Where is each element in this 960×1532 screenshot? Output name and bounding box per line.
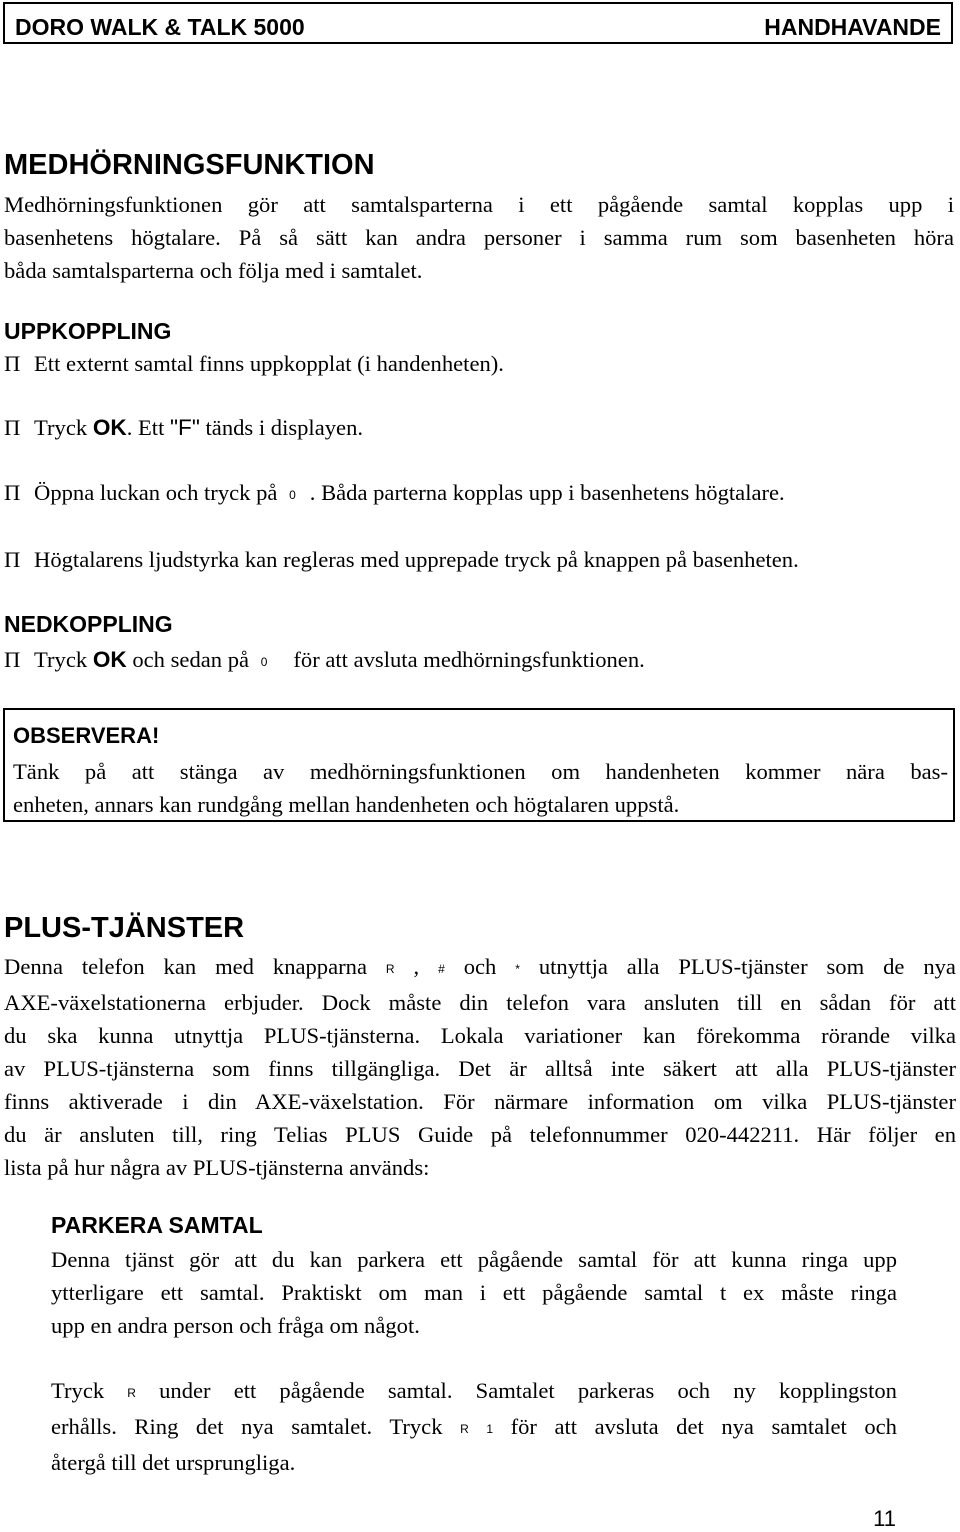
ok-key-label: OK — [92, 647, 127, 672]
key-0-icon: 0 — [260, 655, 268, 669]
parkera-p2-line-3: återgå till det ursprungliga. — [51, 1450, 296, 1475]
intro-line-3: båda samtalsparterna och följa med i samtalet. — [4, 258, 423, 283]
step-text-b: och sedan på — [126, 647, 255, 672]
bullet-icon: Π — [4, 480, 21, 505]
parkera-p2-text-a: Tryck — [51, 1378, 105, 1403]
step-text-c: för att avsluta medhörningsfunktionen. — [293, 647, 645, 672]
step-text-b: . Ett — [126, 415, 171, 440]
key-star-icon: * — [515, 962, 520, 976]
observera-line-1: Tänk på att stänga av medhörningsfunktionen om handenheten kommer nära bas- — [13, 759, 948, 784]
plus-line-4: av PLUS-tjänsterna som finns tillgängliga. Det är alltså inte säkert att alla PLUS-tjänster — [4, 1056, 956, 1081]
page-number: 11 — [873, 1506, 896, 1531]
plus-line-6: du är ansluten till, ring Telias PLUS Guide på telefonnummer 020-442211. Här följer en — [4, 1122, 956, 1147]
parkera-p2-text-d: för att avsluta det nya samtalet och — [510, 1414, 897, 1439]
observera-title: OBSERVERA! — [13, 723, 160, 748]
plus-line-7: lista på hur några av PLUS-tjänsterna används: — [4, 1155, 430, 1180]
plus-line-5: finns aktiverade i din AXE-växelstation. För närmare information om vilka PLUS-tjänster — [4, 1089, 956, 1114]
parkera-title: PARKERA SAMTAL — [51, 1212, 263, 1238]
medhorning-intro — [4, 188, 954, 287]
medhorning-title: MEDHÖRNINGSFUNKTION — [4, 149, 375, 181]
key-r-icon: R — [385, 962, 395, 976]
intro-line-2: basenhetens högtalare. På så sätt kan andra personer i samma rum som basenheten höra — [4, 225, 954, 250]
key-r-icon: R — [460, 1422, 469, 1436]
key-1-icon: 1 — [486, 1422, 493, 1436]
ok-key-label: OK — [92, 415, 127, 440]
key-r-icon: R — [127, 1386, 136, 1400]
bullet-icon: Π — [4, 415, 21, 440]
parkera-p2-text-c: erhålls. Ring det nya samtalet. Tryck — [51, 1414, 443, 1439]
step-text: Ett externt samtal finns uppkopplat (i handenheten). — [34, 351, 504, 376]
header-product-name: DORO WALK & TALK 5000 — [15, 14, 305, 40]
header-section-name: HANDHAVANDE — [764, 14, 941, 40]
step-text: Högtalarens ljudstyrka kan regleras med upprepade tryck på knappen på basenheten. — [34, 547, 799, 572]
parkera-line-3: upp en andra person och fråga om något. — [51, 1313, 420, 1338]
och-text: och — [463, 954, 497, 979]
bullet-icon: Π — [4, 547, 21, 572]
parkera-line-2: ytterligare ett samtal. Praktiskt om man i ett pågående samtal t ex måste ringa — [51, 1280, 897, 1305]
step-text-a: Öppna luckan och tryck på — [34, 480, 284, 505]
step-text-b: . Båda parterna kopplas upp i basenhetens högtalare. — [309, 480, 785, 505]
plus-title: PLUS-TJÄNSTER — [4, 912, 245, 944]
page-header — [3, 2, 953, 44]
key-0-icon: 0 — [289, 488, 296, 502]
nedkoppling-step — [4, 643, 645, 679]
uppkoppling-step-4 — [4, 543, 799, 576]
plus-line-3: du ska kunna utnyttja PLUS-tjänsterna. Lokala variationer kan förekomma rörande vilka — [4, 1023, 956, 1048]
parkera-line-1: Denna tjänst gör att du kan parkera ett pågående samtal för att kunna ringa upp — [51, 1247, 897, 1272]
plus-line-1-text-b: utnyttja alla PLUS-tjänster som de nya — [538, 954, 956, 979]
step-text-c: tänds i displayen. — [199, 415, 364, 440]
uppkoppling-step-1 — [4, 347, 504, 380]
comma: , — [413, 954, 420, 979]
step-text-a: Tryck — [34, 647, 93, 672]
intro-line-1: Medhörningsfunktionen gör att samtalsparterna i ett pågående samtal kopplas upp i — [4, 192, 954, 217]
step-text-a: Tryck — [34, 415, 93, 440]
bullet-icon: Π — [4, 647, 21, 672]
parkera-p2-text-b: under ett pågående samtal. Samtalet parkeras och ny kopplingston — [159, 1378, 897, 1403]
parkera-paragraph-1 — [51, 1243, 897, 1342]
plus-line-1 — [4, 950, 956, 986]
parkera-paragraph-2 — [51, 1374, 897, 1479]
display-f-symbol: "F" — [170, 415, 200, 440]
parkera-p2-line-2 — [51, 1410, 897, 1446]
uppkoppling-step-2 — [4, 411, 363, 444]
plus-line-2: AXE-växelstationerna erbjuder. Dock måste din telefon vara ansluten till en sådan för att — [4, 990, 956, 1015]
nedkoppling-title: NEDKOPPLING — [4, 611, 173, 637]
plus-paragraph — [4, 950, 956, 1184]
plus-line-1-text-a: Denna telefon kan med knapparna — [4, 954, 367, 979]
parkera-p2-line-1 — [51, 1374, 897, 1410]
uppkoppling-title: UPPKOPPLING — [4, 318, 172, 344]
bullet-icon: Π — [4, 351, 21, 376]
key-hash-icon: # — [438, 962, 445, 976]
uppkoppling-step-3 — [4, 476, 785, 512]
observera-line-2: enheten, annars kan rundgång mellan handenheten och högtalaren uppstå. — [13, 792, 680, 817]
observera-text — [13, 755, 948, 821]
